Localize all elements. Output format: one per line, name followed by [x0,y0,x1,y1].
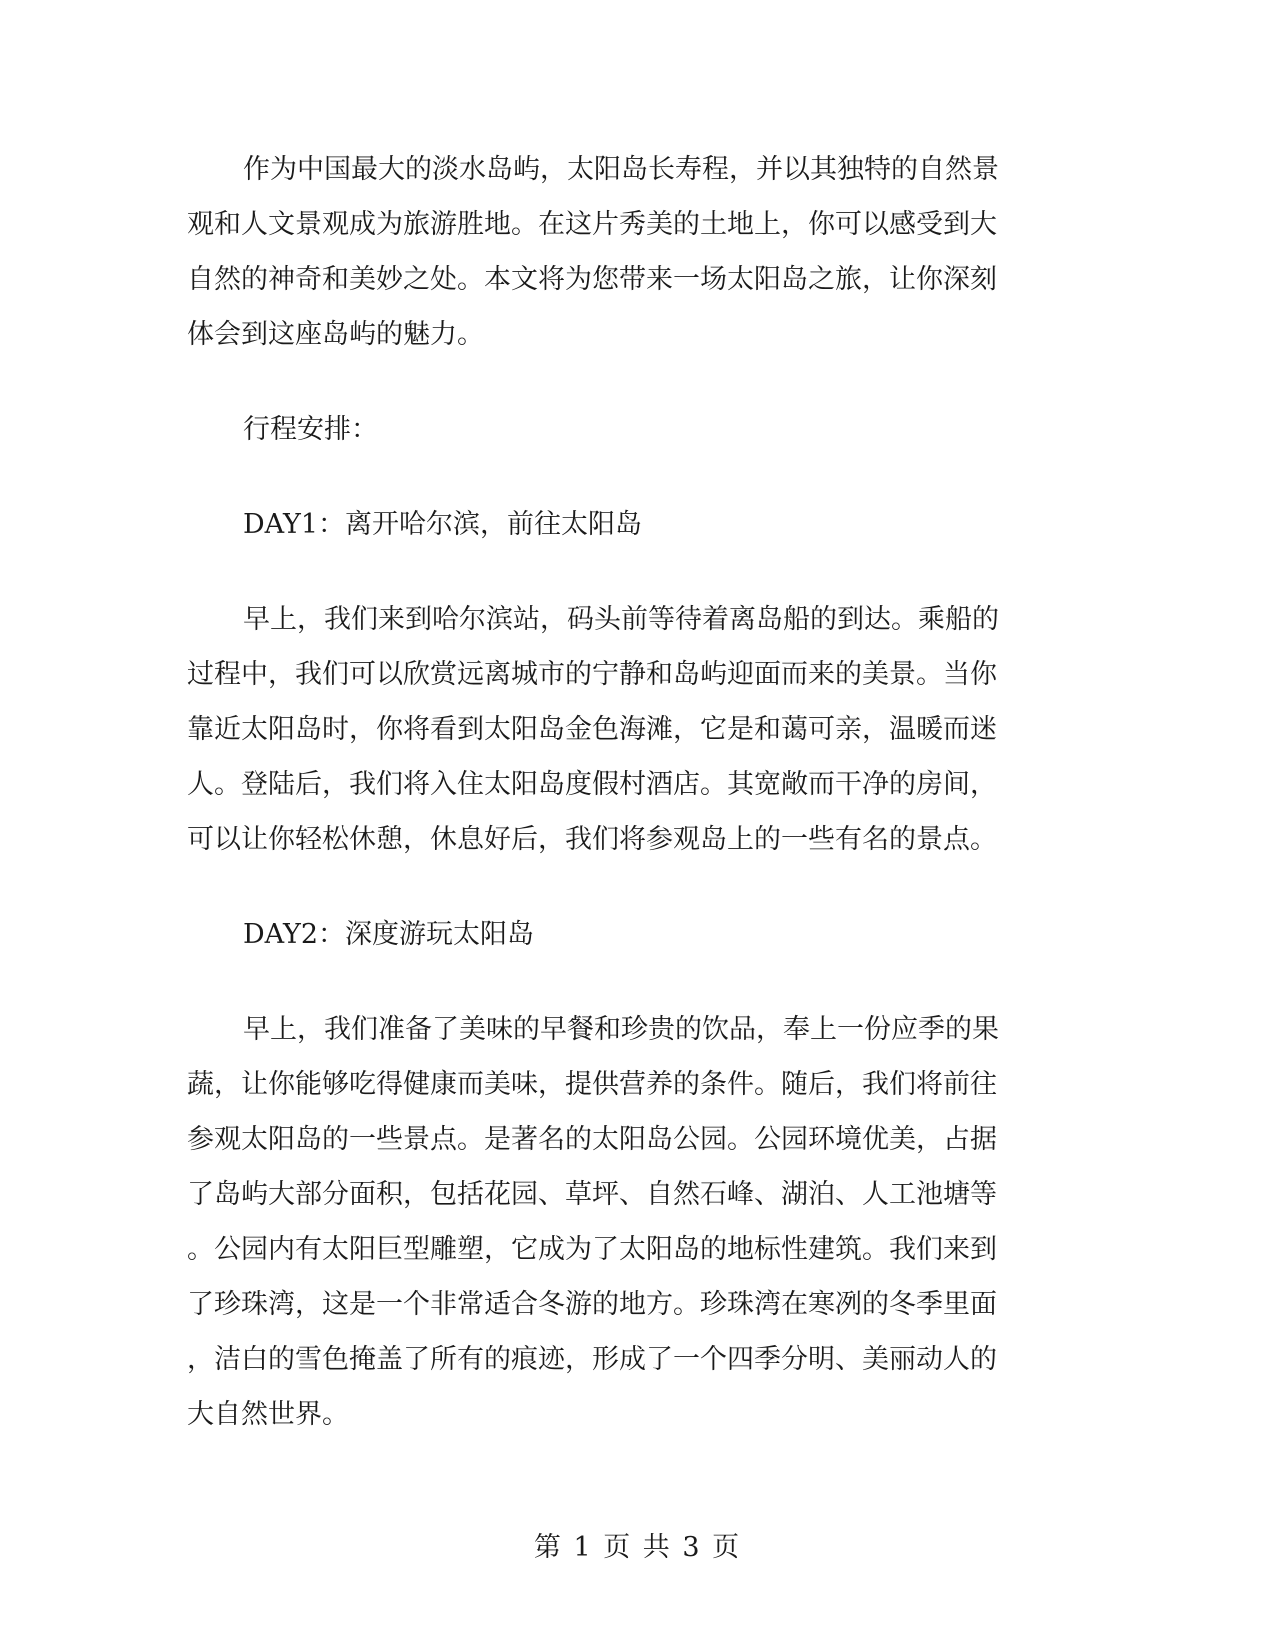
text-line: 作为中国最大的淡水岛屿，太阳岛长寿程，并以其独特的自然景 [243,154,999,185]
text-line: 参观太阳岛的一些景点。是著名的太阳岛公园。公园环境优美，占据 [187,1124,997,1155]
text-line: 靠近太阳岛时，你将看到太阳岛金色海滩，它是和蔼可亲，温暖而迷 [187,714,997,745]
text-line: 早上，我们来到哈尔滨站，码头前等待着离岛船的到达。乘船的 [243,604,999,635]
text-line: ，洁白的雪色掩盖了所有的痕迹，形成了一个四季分明、美丽动人的 [187,1344,997,1375]
text-line: 早上，我们准备了美味的早餐和珍贵的饮品，奉上一份应季的果 [243,1014,999,1045]
text-line: 体会到这座岛屿的魅力。 [187,319,484,350]
text-line: 了岛屿大部分面积，包括花园、草坪、自然石峰、湖泊、人工池塘等 [187,1179,997,1210]
text-line: 了珍珠湾，这是一个非常适合冬游的地方。珍珠湾在寒冽的冬季里面 [187,1289,997,1320]
text-line: 。公园内有太阳巨型雕塑，它成为了太阳岛的地标性建筑。我们来到 [187,1234,997,1265]
day-heading: DAY1：离开哈尔滨，前往太阳岛 [243,509,643,540]
day1-heading [187,497,1067,552]
text-line: 人。登陆后，我们将入住太阳岛度假村酒店。其宽敞而干净的房间， [187,769,997,800]
itinerary-heading [187,402,1067,457]
page-number-footer: 第 1 页 共 3 页 [533,1532,742,1563]
day1-paragraph [187,592,1067,867]
intro-paragraph [187,142,1067,362]
text-line: 可以让你轻松休憩，休息好后，我们将参观岛上的一些有名的景点。 [187,824,997,855]
text-line: 自然的神奇和美妙之处。本文将为您带来一场太阳岛之旅，让你深刻 [187,264,997,295]
document-body [187,142,1067,1442]
day2-paragraph [187,1002,1067,1442]
text-line: 蔬，让你能够吃得健康而美味，提供营养的条件。随后，我们将前往 [187,1069,997,1100]
day2-heading [187,907,1067,962]
section-heading: 行程安排： [243,414,378,445]
text-line: 观和人文景观成为旅游胜地。在这片秀美的土地上，你可以感受到大 [187,209,997,240]
day-heading: DAY2：深度游玩太阳岛 [243,919,535,950]
text-line: 过程中，我们可以欣赏远离城市的宁静和岛屿迎面而来的美景。当你 [187,659,997,690]
text-line: 大自然世界。 [187,1399,349,1430]
